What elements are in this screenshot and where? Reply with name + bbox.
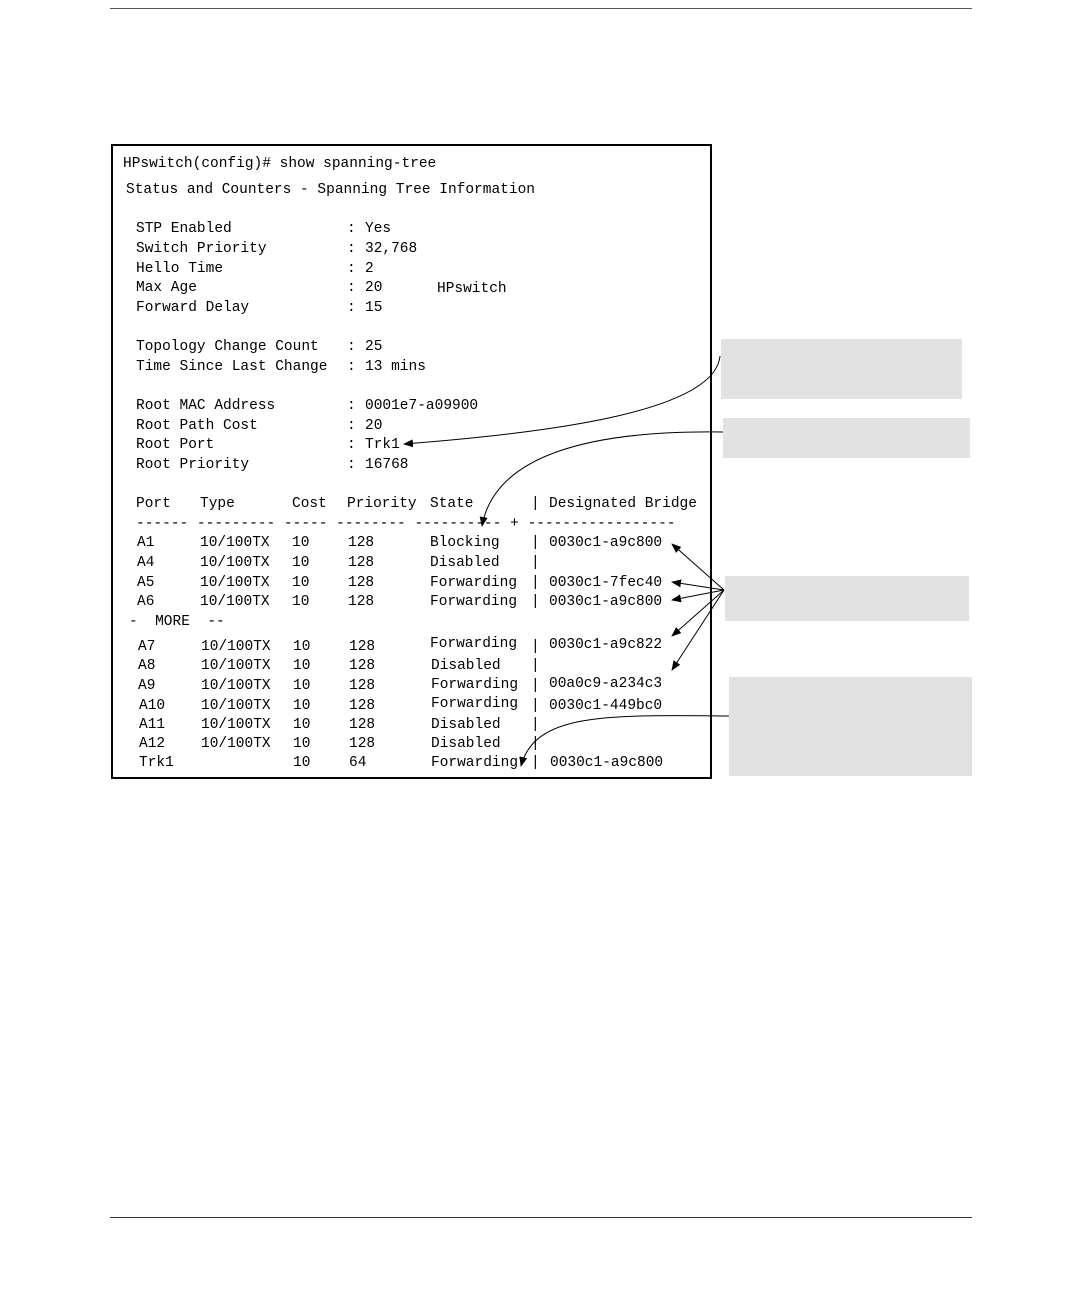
- port-bridge: 0030c1-449bc0: [549, 698, 663, 714]
- port-type: 10/100TX: [200, 555, 270, 571]
- port-bridge: 0030c1-7fec40: [549, 575, 663, 591]
- row-separator: |: [531, 698, 540, 714]
- port-bridge: 0030c1-a9c800: [549, 535, 663, 551]
- port-bridge: 0030c1-a9c800: [550, 755, 664, 771]
- summary-colon: :: [347, 418, 356, 434]
- row-separator: |: [531, 755, 540, 771]
- col-separator: |: [531, 496, 540, 512]
- summary-label: Root Priority: [136, 457, 250, 473]
- command-line: HPswitch(config)# show spanning-tree: [123, 156, 437, 172]
- summary-colon: :: [347, 300, 356, 316]
- port-priority: 128: [348, 575, 375, 591]
- port-bridge: 0030c1-a9c800: [549, 594, 663, 610]
- summary-colon: :: [347, 457, 356, 473]
- port-state: Forwarding: [430, 575, 518, 591]
- port-priority: 128: [348, 594, 375, 610]
- row-separator: |: [531, 535, 540, 551]
- port-type: 10/100TX: [201, 698, 271, 714]
- port-state: Forwarding: [431, 677, 519, 693]
- more-prompt: - MORE --: [129, 614, 225, 630]
- summary-colon: :: [347, 437, 356, 453]
- arrow-bridge-a9: [672, 590, 724, 670]
- row-separator: |: [531, 555, 540, 571]
- summary-label: Root MAC Address: [136, 398, 276, 414]
- summary-value: Trk1: [365, 437, 400, 453]
- port-cost: 10: [293, 678, 311, 694]
- arrow-root-port: [404, 356, 720, 444]
- port-cost: 10: [293, 755, 311, 771]
- col-header-type: Type: [200, 496, 235, 512]
- port-name: A8: [138, 658, 156, 674]
- port-priority: 128: [348, 555, 375, 571]
- port-type: 10/100TX: [200, 575, 270, 591]
- row-separator: |: [531, 717, 540, 733]
- port-priority: 128: [348, 535, 375, 551]
- port-name: A10: [139, 698, 166, 714]
- output-heading: Status and Counters - Spanning Tree Information: [126, 182, 535, 198]
- summary-value: 13 mins: [365, 359, 426, 375]
- summary-label: Topology Change Count: [136, 339, 319, 355]
- arrow-blocking: [482, 432, 723, 526]
- summary-value: 15: [365, 300, 383, 316]
- col-header-cost: Cost: [292, 496, 327, 512]
- summary-label: Root Path Cost: [136, 418, 258, 434]
- port-name: A4: [137, 555, 155, 571]
- port-priority: 64: [349, 755, 367, 771]
- port-priority: 128: [349, 639, 376, 655]
- row-separator: |: [531, 575, 540, 591]
- summary-value: 25: [365, 339, 383, 355]
- port-type: 10/100TX: [201, 717, 271, 733]
- port-type: 10/100TX: [200, 535, 270, 551]
- row-separator: |: [531, 736, 540, 752]
- port-state: Forwarding: [430, 594, 518, 610]
- port-name: A1: [137, 535, 155, 551]
- port-cost: 10: [293, 736, 311, 752]
- port-cost: 10: [293, 717, 311, 733]
- port-name: A11: [139, 717, 166, 733]
- port-priority: 128: [349, 736, 376, 752]
- arrow-bridge-a6: [672, 590, 724, 600]
- summary-label: Forward Delay: [136, 300, 250, 316]
- summary-label: STP Enabled: [136, 221, 232, 237]
- port-name: A9: [138, 678, 156, 694]
- port-cost: 10: [292, 594, 310, 610]
- port-type: 10/100TX: [201, 639, 271, 655]
- port-state: Forwarding: [430, 636, 518, 652]
- summary-colon: :: [347, 398, 356, 414]
- port-state: Disabled: [431, 658, 501, 674]
- summary-colon: :: [347, 339, 356, 355]
- port-priority: 128: [349, 678, 376, 694]
- port-state: Disabled: [431, 717, 501, 733]
- bottom-rule: [110, 1217, 972, 1218]
- port-state: Disabled: [430, 555, 500, 571]
- row-separator: |: [531, 658, 540, 674]
- col-header-bridge: Designated Bridge: [549, 496, 697, 512]
- port-state: Forwarding: [431, 755, 519, 771]
- port-state: Forwarding: [431, 696, 519, 712]
- summary-value: 0001e7-a09900: [365, 398, 479, 414]
- summary-value: 32,768: [365, 241, 418, 257]
- port-priority: 128: [349, 658, 376, 674]
- port-cost: 10: [293, 639, 311, 655]
- port-name: Trk1: [139, 755, 174, 771]
- port-name: A7: [138, 639, 156, 655]
- row-separator: |: [531, 678, 540, 694]
- col-header-port: Port: [136, 496, 171, 512]
- summary-label: Root Port: [136, 437, 215, 453]
- port-cost: 10: [292, 535, 310, 551]
- summary-label: Hello Time: [136, 261, 224, 277]
- port-type: 10/100TX: [200, 594, 270, 610]
- summary-colon: :: [347, 241, 356, 257]
- port-priority: 128: [349, 717, 376, 733]
- summary-colon: :: [347, 359, 356, 375]
- summary-value: 2: [365, 261, 374, 277]
- summary-label: Switch Priority: [136, 241, 267, 257]
- summary-value: 20: [365, 418, 383, 434]
- switch-name: HPswitch: [437, 281, 507, 297]
- summary-colon: :: [347, 221, 356, 237]
- port-type: 10/100TX: [201, 678, 271, 694]
- col-header-priority: Priority: [347, 496, 417, 512]
- dash-line: ------ --------- ----- -------- ---------- + -----------------: [136, 516, 676, 532]
- summary-value: 20: [365, 280, 383, 296]
- port-cost: 10: [293, 658, 311, 674]
- port-name: A5: [137, 575, 155, 591]
- port-state: Disabled: [431, 736, 501, 752]
- port-priority: 128: [349, 698, 376, 714]
- summary-value: Yes: [365, 221, 392, 237]
- port-state: Blocking: [430, 535, 500, 551]
- arrow-trunk: [521, 716, 729, 766]
- port-type: 10/100TX: [201, 658, 271, 674]
- summary-label: Max Age: [136, 280, 197, 296]
- summary-colon: :: [347, 261, 356, 277]
- row-separator: |: [531, 639, 540, 655]
- col-header-state: State: [430, 496, 474, 512]
- port-cost: 10: [292, 555, 310, 571]
- port-cost: 10: [292, 575, 310, 591]
- summary-colon: :: [347, 280, 356, 296]
- port-name: A12: [139, 736, 166, 752]
- port-type: 10/100TX: [201, 736, 271, 752]
- port-name: A6: [137, 594, 155, 610]
- port-bridge: 0030c1-a9c822: [549, 637, 663, 653]
- port-cost: 10: [293, 698, 311, 714]
- summary-label: Time Since Last Change: [136, 359, 328, 375]
- row-separator: |: [531, 594, 540, 610]
- port-bridge: 00a0c9-a234c3: [549, 676, 663, 692]
- summary-value: 16768: [365, 457, 409, 473]
